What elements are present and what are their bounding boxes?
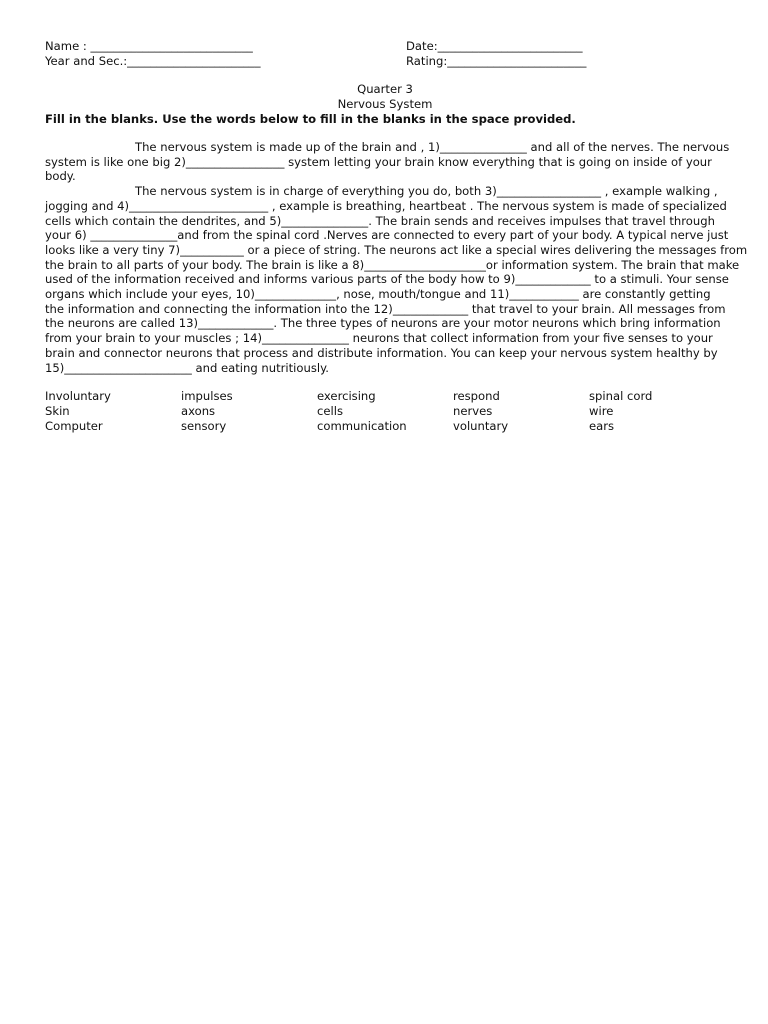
paragraph-2-line: 15)______________________ and eating nutritiously. bbox=[45, 360, 329, 375]
paragraph-2-line: the information and connecting the information into the 12)_____________ that travel to your brain. All messages from bbox=[45, 301, 726, 316]
word-bank-item: impulses bbox=[181, 389, 233, 404]
word-bank-item: Involuntary bbox=[45, 389, 111, 404]
paragraph-2-line: your 6) _______________and from the spinal cord .Nerves are connected to every part of your body. A typical nerve just bbox=[45, 228, 729, 243]
word-bank-item: spinal cord bbox=[589, 389, 653, 404]
word-bank bbox=[45, 389, 725, 433]
paragraph-1-line: body. bbox=[45, 169, 76, 184]
paragraph-1-line: system is like one big 2)_________________ system letting your brain know everything that is going on inside of your bbox=[45, 154, 712, 169]
paragraph-2-line: used of the information received and informs various parts of the body how to 9)_____________ to a stimuli. Your sense bbox=[45, 272, 729, 287]
word-bank-item: Computer bbox=[45, 418, 103, 433]
topic-heading: Nervous System bbox=[337, 97, 433, 111]
worksheet-page bbox=[45, 39, 748, 434]
paragraph-2-line: cells which contain the dendrites, and 5)_______________. The brain sends and receives impulses that travel through bbox=[45, 213, 715, 228]
paragraph-2-line: The nervous system is in charge of everything you do, both 3)__________________ , example walking , bbox=[135, 184, 718, 199]
paragraph-1 bbox=[45, 140, 730, 184]
word-bank-item: Skin bbox=[45, 404, 70, 419]
paragraph-2-line: looks like a very tiny 7)___________ or a piece of string. The neurons act like a special wires delivering the messages from bbox=[45, 242, 748, 257]
rating-field: Rating:________________________ bbox=[406, 54, 587, 68]
paragraph-2-line: from your brain to your muscles ; 14)_______________ neurons that collect information from your five senses to your bbox=[45, 331, 713, 346]
word-bank-item: wire bbox=[589, 404, 614, 419]
paragraph-2-line: the brain to all parts of your body. The brain is like a 8)_____________________or information system. The brain that make bbox=[45, 257, 740, 272]
word-bank-item: respond bbox=[453, 389, 500, 404]
paragraph-2-line: the neurons are called 13)_____________. The three types of neurons are your motor neurons which bring information bbox=[45, 316, 721, 331]
paragraph-2 bbox=[45, 184, 748, 375]
name-field: Name : ____________________________ bbox=[45, 39, 253, 53]
paragraph-2-line: jogging and 4)________________________ , example is breathing, heartbeat . The nervous system is made of specialized bbox=[45, 198, 727, 213]
quarter-heading: Quarter 3 bbox=[357, 82, 413, 96]
paragraph-2-line: organs which include your eyes, 10)______________, nose, mouth/tongue and 11)____________ are constantly getting bbox=[45, 287, 711, 302]
word-bank-item: axons bbox=[181, 404, 216, 419]
date-field: Date:_________________________ bbox=[406, 39, 583, 53]
word-bank-item: communication bbox=[317, 418, 407, 433]
header-row-2 bbox=[45, 54, 725, 69]
word-bank-item: voluntary bbox=[453, 418, 509, 433]
word-bank-item: cells bbox=[317, 404, 343, 419]
paragraph-1-line: The nervous system is made up of the brain and , 1)_______________ and all of the nerves. The nervous bbox=[135, 140, 730, 154]
word-bank-item: sensory bbox=[181, 418, 227, 433]
year-section-field: Year and Sec.:_______________________ bbox=[45, 54, 261, 68]
word-bank-item: nerves bbox=[453, 404, 493, 419]
word-bank-item: exercising bbox=[317, 389, 376, 404]
instructions: Fill in the blanks. Use the words below to fill in the blanks in the space provided. bbox=[45, 112, 576, 126]
paragraph-2-line: brain and connector neurons that process and distribute information. You can keep your nervous system healthy by bbox=[45, 345, 718, 360]
header-row-1 bbox=[45, 39, 725, 54]
word-bank-item: ears bbox=[589, 418, 615, 433]
